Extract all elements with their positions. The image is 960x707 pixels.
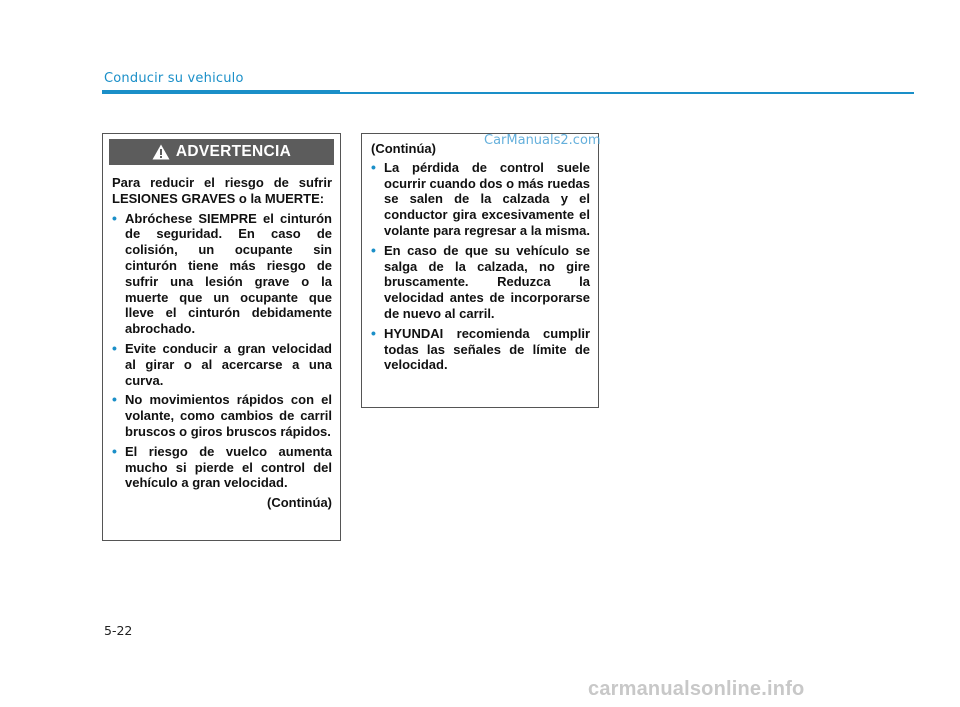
- continued-label: (Continúa): [371, 141, 436, 156]
- warning-triangle-icon: [152, 144, 170, 160]
- bullet-icon: •: [112, 391, 117, 408]
- warning-list-item: • Abróchese SIEMPRE el cinturón de seguridad. En caso de colisión, un ocupante sin cinturón tiene más riesgo de sufrir una lesión grave o la muerte que un ocupante que lleve el cinturón debidamente abrochado.: [112, 209, 332, 337]
- bullet-icon: •: [112, 442, 117, 459]
- bullet-icon: •: [112, 209, 117, 226]
- continued-list-item: • HYUNDAI recomienda cumplir todas las señales de límite de velocidad.: [371, 324, 590, 373]
- watermark-bottom: carmanualsonline.info: [588, 678, 805, 700]
- bullet-icon: •: [371, 324, 376, 341]
- warning-list: [112, 211, 332, 492]
- warning-header: [109, 139, 334, 165]
- continued-label: (Continúa): [267, 495, 332, 511]
- warning-content: [103, 165, 340, 511]
- warning-list-item: • No movimientos rápidos con el volante, como cambios de carril bruscos o giros bruscos rápidos.: [112, 391, 332, 439]
- watermark-top: CarManuals2.com: [484, 133, 601, 148]
- continued-content: [362, 134, 598, 373]
- header-rule-thick: [102, 90, 340, 94]
- bullet-icon: •: [112, 339, 117, 356]
- warning-intro: Para reducir el riesgo de sufrir LESIONES GRAVES o la MUERTE:: [112, 175, 332, 206]
- page-number: 5-22: [104, 623, 133, 638]
- section-title: Conducir su vehiculo: [104, 71, 244, 86]
- bullet-icon: •: [371, 241, 376, 258]
- continued-list: [371, 160, 590, 373]
- header-rule-thin: [340, 92, 914, 94]
- warning-label: ADVERTENCIA: [175, 143, 292, 160]
- warning-box: [102, 133, 341, 541]
- warning-list-item: • El riesgo de vuelco aumenta mucho si pierde el control del vehículo a gran velocidad.: [112, 442, 332, 491]
- continued-list-item: • En caso de que su vehículo se salga de la calzada, no gire bruscamente. Reduzca la velocidad antes de incorporarse de nuevo al carril.: [371, 241, 590, 321]
- continued-list-item: • La pérdida de control suele ocurrir cuando dos o más ruedas se salen de la calzada y el conductor gira excesivamente el volante para regresar a la misma.: [371, 158, 590, 238]
- warning-list-item: • Evite conducir a gran velocidad al girar o al acercarse a una curva.: [112, 339, 332, 388]
- continued-warning-box: [361, 133, 599, 408]
- bullet-icon: •: [371, 158, 376, 175]
